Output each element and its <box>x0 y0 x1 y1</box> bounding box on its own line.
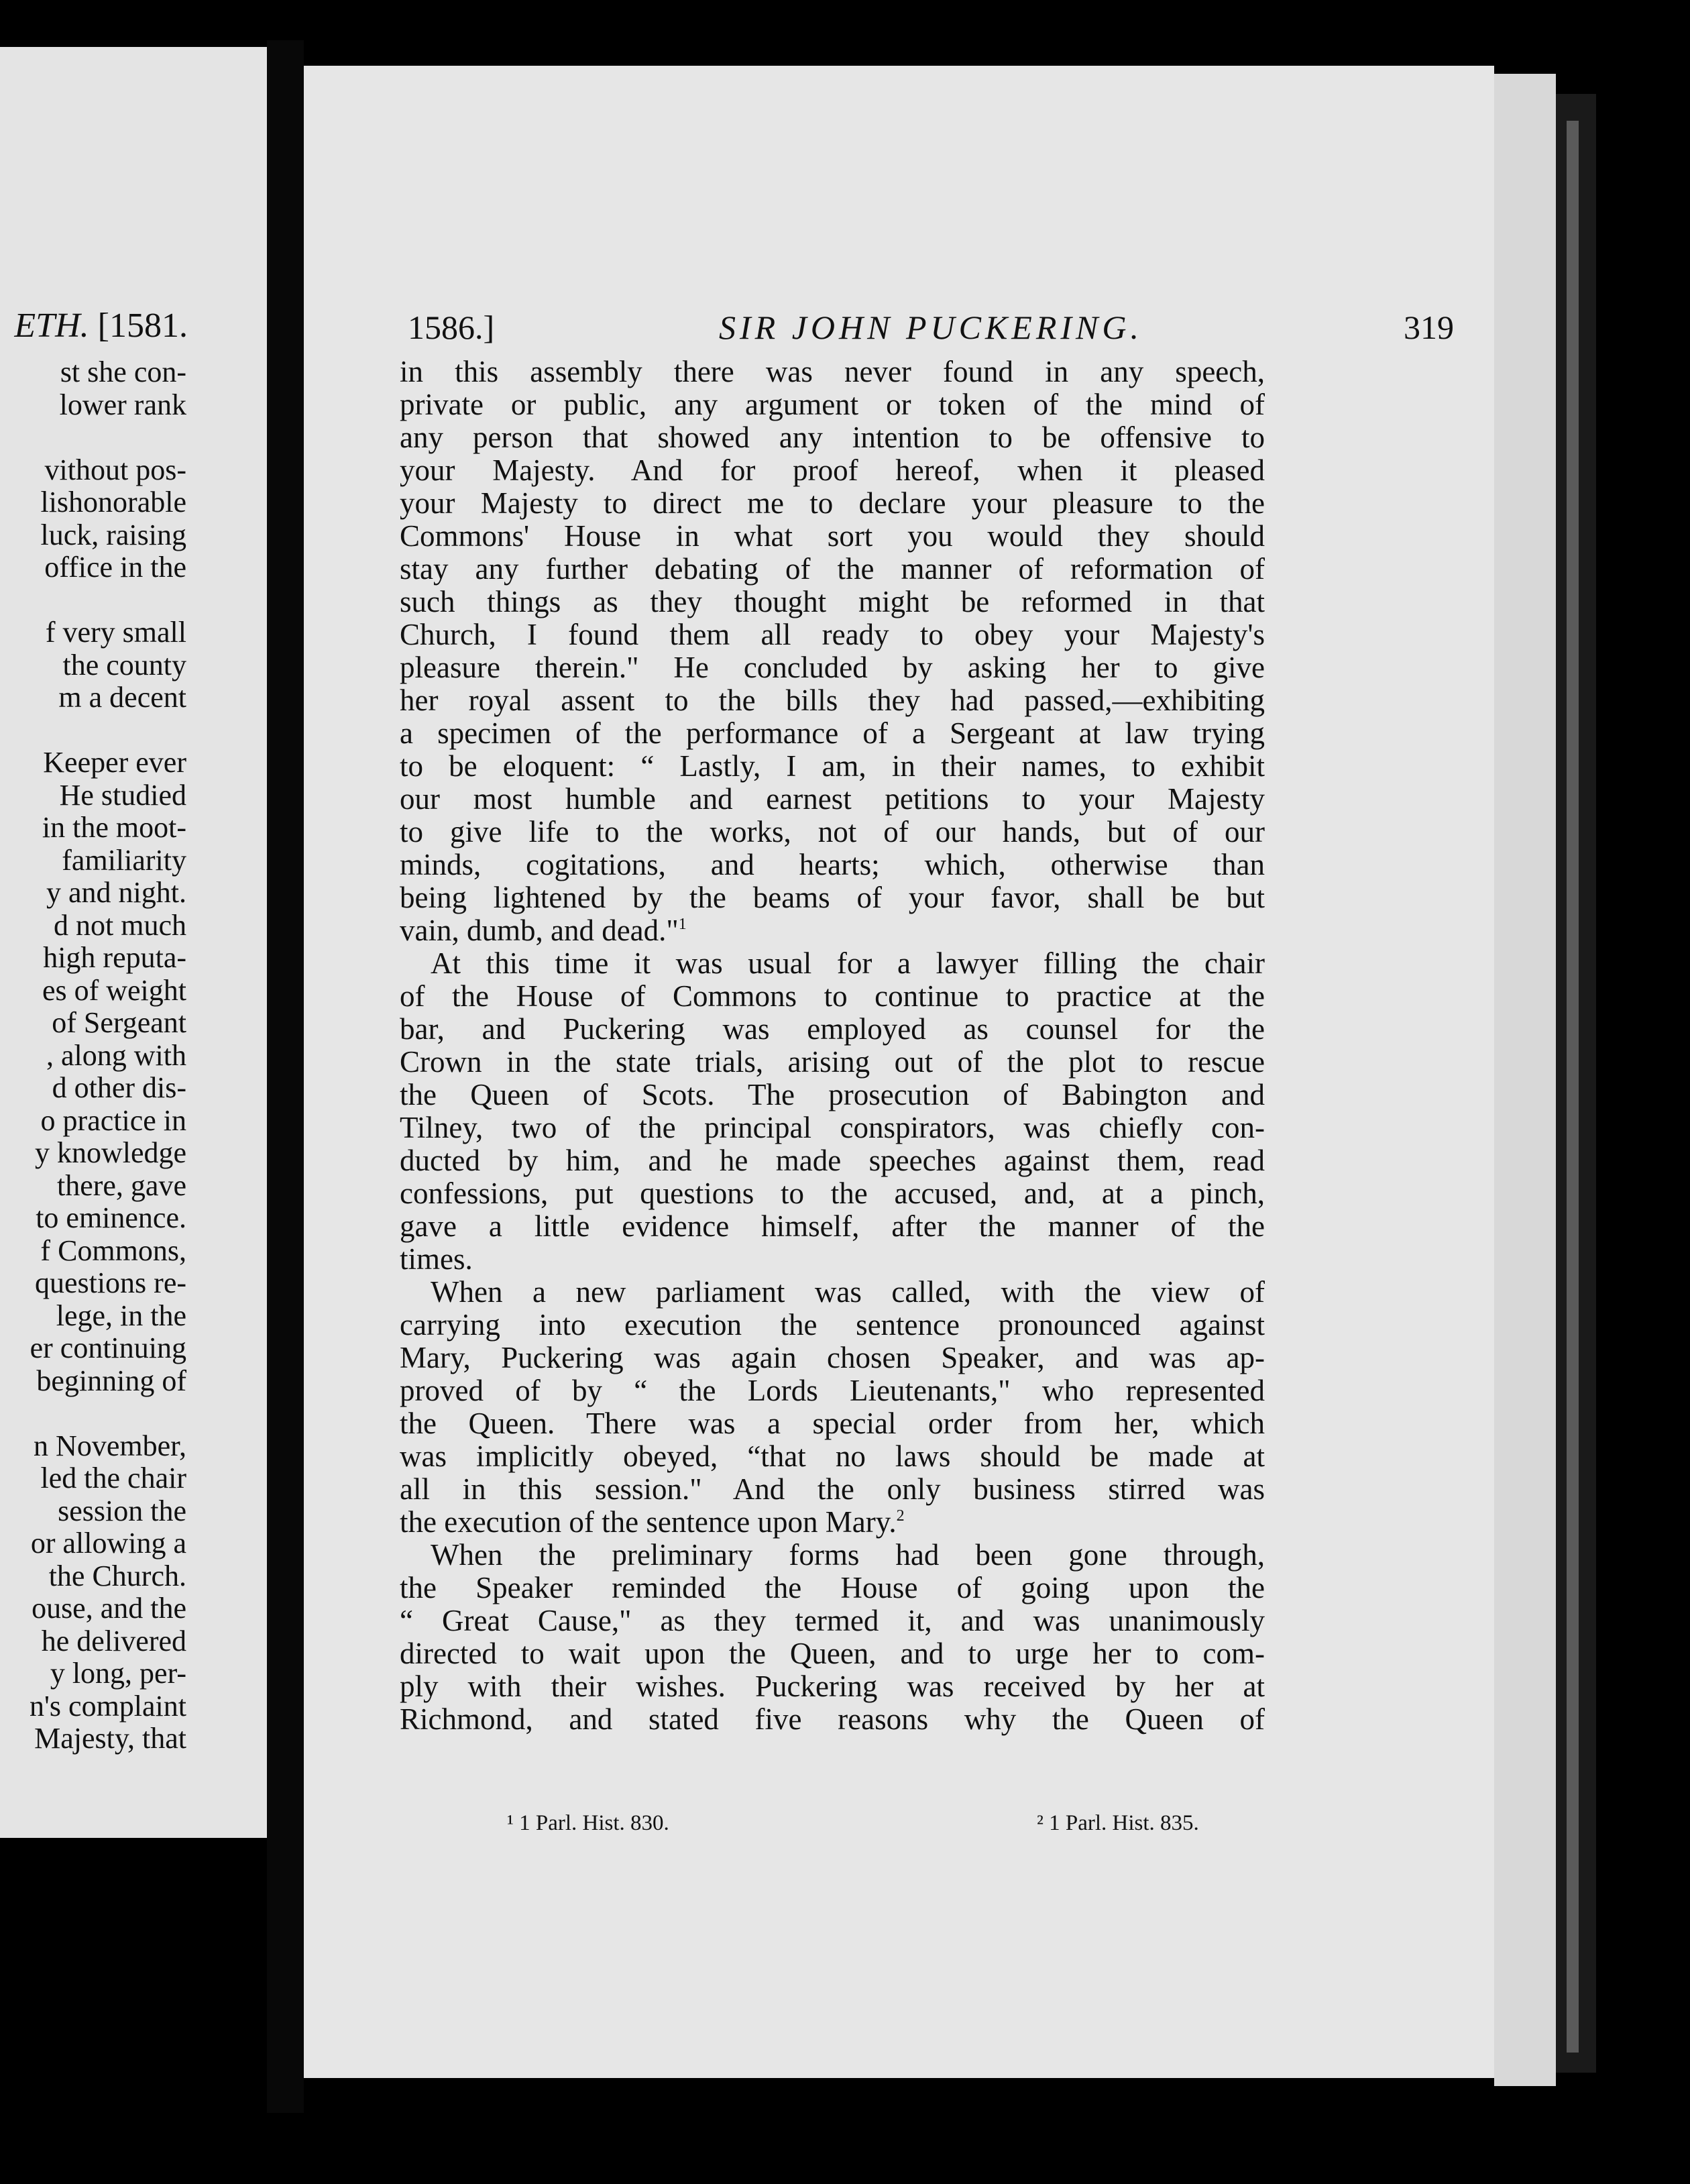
body-line-text: Church, I found them all ready to obey your Majesty's <box>400 618 1265 651</box>
body-line-text: minds, cogitations, and hearts; which, otherwise than <box>400 848 1265 881</box>
body-line <box>400 1111 1265 1144</box>
left-page-line: luck, raising <box>40 518 186 551</box>
body-line-text: vain, dumb, and dead." <box>400 914 679 947</box>
body-line-text: times. <box>400 1242 473 1276</box>
body-line-text: to give life to the works, not of our hands, but of our <box>400 815 1265 849</box>
left-page-line: the Church. <box>48 1559 186 1592</box>
body-line-text: bar, and Puckering was employed as counsel for the <box>400 1012 1265 1046</box>
body-line-text: the Queen of Scots. The prosecution of Babington and <box>400 1078 1265 1111</box>
body-line-text: Richmond, and stated five reasons why the Queen of <box>400 1702 1265 1736</box>
body-line <box>400 1703 1265 1736</box>
left-page-line: beginning of <box>36 1364 186 1397</box>
running-head-year: 1586.] <box>408 309 495 346</box>
body-line <box>400 881 1265 914</box>
left-page-line: lishonorable <box>40 486 186 518</box>
body-line-text: Crown in the state trials, arising out of the plot to rescue <box>400 1045 1265 1079</box>
body-line-text: confessions, put questions to the accused, and, at a pinch, <box>400 1177 1265 1210</box>
left-facing-page <box>0 47 267 1838</box>
left-page-line: lege, in the <box>56 1299 186 1332</box>
left-page-line: f very small <box>45 616 186 649</box>
left-page-line: y knowledge <box>34 1136 186 1169</box>
body-line <box>400 1440 1265 1473</box>
left-page-line: m a decent <box>58 681 186 714</box>
left-page-line <box>0 714 186 747</box>
body-line <box>400 1276 1265 1309</box>
page-number: 319 <box>1404 309 1454 346</box>
body-line <box>400 1309 1265 1342</box>
left-header-word: ETH. <box>14 307 89 345</box>
body-line <box>400 684 1265 717</box>
body-line <box>400 717 1265 750</box>
left-page-line: d not much <box>54 908 186 942</box>
left-page-line: of Sergeant <box>52 1006 186 1039</box>
body-line-text: Tilney, two of the principal conspirators, was chiefly con- <box>400 1111 1265 1144</box>
body-line-text: your Majesty. And for proof hereof, when it pleased <box>400 453 1265 487</box>
body-line-text: to be eloquent: “ Lastly, I am, in their names, to exhibit <box>400 749 1265 783</box>
left-page-line: the county <box>62 648 186 681</box>
body-line-text: of the House of Commons to continue to practice at the <box>400 979 1265 1013</box>
body-line <box>400 1177 1265 1210</box>
left-page-line: Keeper ever <box>43 746 186 779</box>
body-line <box>400 980 1265 1013</box>
body-line-text: the Speaker reminded the House of going upon the <box>400 1571 1265 1604</box>
left-page-line: session the <box>58 1494 186 1527</box>
left-page-line: questions re- <box>34 1266 186 1299</box>
body-line <box>400 454 1265 487</box>
body-line <box>400 421 1265 454</box>
body-line <box>400 1374 1265 1407</box>
body-line <box>400 487 1265 520</box>
body-line-text: When the preliminary forms had been gone through, <box>431 1538 1265 1572</box>
left-page-line: es of weight <box>42 973 186 1007</box>
main-page <box>304 66 1494 2078</box>
left-page-line: y and night. <box>46 876 186 909</box>
body-line <box>400 1539 1265 1572</box>
left-page-line: n November, <box>34 1429 186 1462</box>
left-page-line: Majesty, that <box>34 1722 186 1755</box>
left-page-line: y long, per- <box>50 1657 186 1690</box>
body-line-text: ply with their wishes. Puckering was received by her at <box>400 1670 1265 1703</box>
body-line-text: a specimen of the performance of a Sergeant at law trying <box>400 716 1265 750</box>
body-line-text: your Majesty to direct me to declare your pleasure to the <box>400 486 1265 520</box>
body-line <box>400 1637 1265 1670</box>
book-spine-shadow <box>1567 121 1579 2053</box>
left-page-line: high reputa- <box>43 941 186 974</box>
body-line-text: in this assembly there was never found in any speech, <box>400 355 1265 388</box>
body-line <box>400 1210 1265 1243</box>
body-line-text: carrying into execution the sentence pronounced against <box>400 1308 1265 1342</box>
body-line <box>400 520 1265 553</box>
left-page-line: er continuing <box>30 1331 186 1364</box>
left-page-line: o practice in <box>40 1103 186 1137</box>
body-line-text: Mary, Puckering was again chosen Speaker, and was ap- <box>400 1341 1265 1374</box>
body-line <box>400 1670 1265 1703</box>
body-line-text: our most humble and earnest petitions to your Majesty <box>400 782 1265 816</box>
body-line <box>400 816 1265 849</box>
body-text <box>400 356 1265 1791</box>
footnotes <box>400 1803 1265 1843</box>
body-line <box>400 914 1265 947</box>
left-page-line: f Commons, <box>40 1234 186 1267</box>
left-page-line: there, gave <box>57 1168 186 1202</box>
body-line <box>400 618 1265 651</box>
body-line <box>400 1473 1265 1506</box>
body-line-text: gave a little evidence himself, after the manner of the <box>400 1209 1265 1243</box>
body-line <box>400 1342 1265 1374</box>
left-page-line: ouse, and the <box>32 1592 186 1625</box>
footnote-reference: 1 <box>678 916 687 933</box>
footnote-1: ¹ 1 Parl. Hist. 830. <box>507 1811 669 1835</box>
body-line-text: Commons' House in what sort you would they should <box>400 519 1265 553</box>
body-line-text: When a new parliament was called, with the view of <box>431 1275 1265 1309</box>
body-line <box>400 1506 1265 1539</box>
left-page-line <box>0 421 186 454</box>
left-page-line: st she con- <box>60 356 186 388</box>
running-head <box>408 297 1454 358</box>
body-line-text: private or public, any argument or token of the mind of <box>400 388 1265 421</box>
left-page-line: vithout pos- <box>44 453 186 486</box>
body-line <box>400 1013 1265 1046</box>
body-line-text: the Queen. There was a special order from her, which <box>400 1407 1265 1440</box>
footnote-reference: 2 <box>896 1507 905 1525</box>
book-gutter <box>267 40 304 2113</box>
left-page-line: or allowing a <box>30 1527 186 1560</box>
left-page-text <box>0 47 267 1838</box>
left-page-line: He studied <box>59 778 186 812</box>
body-line <box>400 750 1265 783</box>
body-line-text: any person that showed any intention to be offensive to <box>400 421 1265 454</box>
body-line <box>400 1046 1265 1079</box>
body-line <box>400 1407 1265 1440</box>
left-page-line: , along with <box>46 1038 186 1072</box>
body-line-text: was implicitly obeyed, “that no laws should be made at <box>400 1439 1265 1473</box>
page-edge <box>1494 74 1556 2086</box>
left-page-line: in the moot- <box>42 811 186 844</box>
body-line-text: ducted by him, and he made speeches against them, read <box>400 1144 1265 1177</box>
body-line-text: “ Great Cause," as they termed it, and was unanimously <box>400 1604 1265 1637</box>
left-page-line: to eminence. <box>36 1201 186 1234</box>
body-line-text: proved of by “ the Lords Lieutenants," who represented <box>400 1374 1265 1407</box>
body-line-text: the execution of the sentence upon Mary. <box>400 1505 897 1539</box>
body-line-text: being lightened by the beams of your favor, shall be but <box>400 881 1265 914</box>
left-page-line: familiarity <box>62 843 186 877</box>
left-header-year: [1581. <box>97 307 188 345</box>
body-line-text: At this time it was usual for a lawyer filling the chair <box>431 946 1265 980</box>
body-line <box>400 651 1265 684</box>
left-page-line: lower rank <box>59 388 186 421</box>
body-line <box>400 1144 1265 1177</box>
body-line <box>400 849 1265 881</box>
left-page-line: office in the <box>44 551 186 584</box>
body-line-text: pleasure therein." He concluded by asking her to give <box>400 651 1265 684</box>
body-line-text: stay any further debating of the manner of reformation of <box>400 552 1265 586</box>
body-line-text: all in this session." And the only business stirred was <box>400 1472 1265 1506</box>
body-line-text: directed to wait upon the Queen, and to urge her to com- <box>400 1637 1265 1670</box>
body-line-text: such things as they thought might be reformed in that <box>400 585 1265 618</box>
left-page-line: d other dis- <box>52 1071 186 1104</box>
left-page-line <box>0 1397 186 1430</box>
body-line <box>400 388 1265 421</box>
left-page-line: n's complaint <box>29 1689 186 1723</box>
body-line <box>400 1572 1265 1604</box>
body-line <box>400 947 1265 980</box>
footnote-2: ² 1 Parl. Hist. 835. <box>1037 1811 1199 1835</box>
body-line-text: her royal assent to the bills they had passed,—exhibiting <box>400 684 1265 717</box>
body-line <box>400 1243 1265 1276</box>
running-head-title: SIR JOHN PUCKERING. <box>719 309 1143 346</box>
body-line <box>400 1604 1265 1637</box>
left-page-line: led the chair <box>40 1462 186 1494</box>
body-line <box>400 1079 1265 1111</box>
body-line <box>400 356 1265 388</box>
body-line <box>400 553 1265 586</box>
body-line <box>400 586 1265 618</box>
body-line <box>400 783 1265 816</box>
left-page-line <box>0 584 186 617</box>
left-page-line: he delivered <box>41 1624 186 1657</box>
